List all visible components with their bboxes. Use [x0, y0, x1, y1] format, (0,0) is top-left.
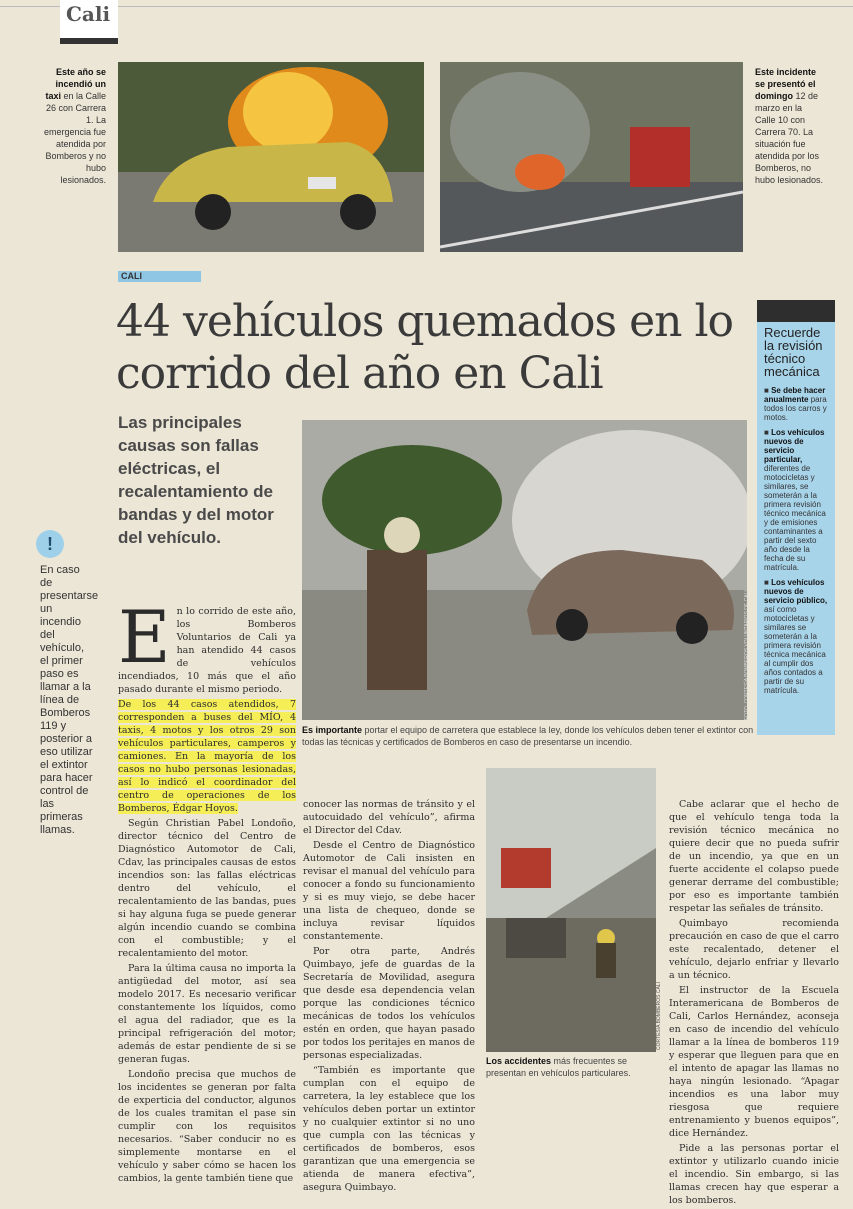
photo1-caption: Este año se incendió un taxi en la Calle 26 con Carrera 1. La emergencia fue atendida por Bomberos y no hubo lesionados.	[43, 67, 106, 185]
paragraph: Según Christian Pabel Londoño, director técnico del Centro de Diagnóstico Automotor de Cali, Cdav, las principales causas de estos incendios son: las fallas eléctricas dentro del vehículo, el recalentamiento de las bandas, pues si hay alguna fuga se puede generar algún incendio cuando se combina con el combustible; y el recalentamiento del motor.	[118, 818, 296, 959]
sidebar-item: ■ Se debe hacer anualmente para todos los carros y motos.	[764, 386, 827, 422]
kicker: CALI	[118, 271, 201, 282]
tip-box	[40, 530, 99, 837]
sidebar-title: Recuerde la revisión técnico mecánica	[764, 325, 823, 379]
deck: Las principales causas son fallas eléctricas, el recalentamiento de bandas y del motor del vehículo.	[118, 413, 274, 547]
section-label: Cali	[60, 0, 118, 44]
sidebar-item: ■ Los vehículos nuevos de servicio particular, diferentes de motocicletas y similares, se someterán a la primera revisión técnico mecánica y de emisiones contaminantes a partir del sexto año desde la fecha de su matrícula.	[764, 428, 826, 572]
lead-paragraph: n lo corrido de este año, los Bomberos Voluntarios de Cali ya han atendido 44 casos de vehículos incendiados, 10 más que el año pasado durante el mismo periodo.	[118, 606, 296, 695]
paragraph: “También es importante que cumplan con el equipo de carretera, la ley establece que los vehículos deben portar un extintor y no cualquier extintor si no uno que cumpla con las técnicas y certificados de bomberos, esos garantizan que una emergencia se atienda de manera efectiva”, asegura Quimbayo.	[303, 1065, 475, 1193]
paragraph: Desde el Centro de Diagnóstico Automotor de Cali insisten en revisar el manual del vehículo para conocer a fondo su funcionamiento y si es muy viejo, se debe hacer una lista de chequeo, donde se incluya revisar líquidos constantemente.	[303, 840, 475, 942]
paragraph: El instructor de la Escuela Interamericana de Bomberos de Cali, Carlos Hernández, aconseja en caso de incendio del vehículo llamar a la línea de bomberos 119 y esperar que lleguen para que en el intento de apagar las llamas no haya ningún lesionado. “Apagar incendios es una labor muy riesgosa que requiere entrenamiento y buenos equipos”, dice Hernández.	[669, 985, 839, 1139]
paragraph: Por otra parte, Andrés Quimbayo, jefe de guardas de la Secretaría de Movilidad, asegura que desde esa dependencia velan porque las condiciones técnico mecánicas de todos los vehículos estén en orden, que hayan pasado por todos los peritajes en manos de personas especializadas.	[303, 946, 475, 1061]
photo3-caption: Los accidentes más frecuentes se presentan en vehículos particulares.	[486, 1056, 631, 1078]
exclamation-icon: !	[36, 530, 64, 558]
drop-cap: E	[118, 595, 171, 679]
photo2-caption: Este incidente se presentó el domingo 12 de marzo en la Calle 10 con Carrera 70. La situación fue atendida por los Bomberos, no hubo lesionados.	[755, 67, 824, 185]
paragraph: Londoño precisa que muchos de los incidentes se generan por falta de experticia del conductor, algunos de los cuales tramitan el pase sin cumplir con los requisitos necesarios. “Saber conducir no es simplemente montarse en el vehículo y saber cómo se hacen los cambios, la gente también tiene que	[118, 1069, 296, 1184]
accident-fire-photo	[486, 768, 656, 1052]
main-photo-caption: Es importante portar el equipo de carretera que establece la ley, donde los vehículos deben tener el extintor con todas las técnicas y certificados de Bomberos en caso de presentarse un incendio.	[302, 725, 754, 747]
paragraph: Pide a las personas portar el extintor y utilizarlo cuando inicie el incendio. Sin embargo, si las llamas crecen hay que esperar a los bomberos.	[669, 1143, 839, 1206]
paragraph: Para la última causa no importa la antigüedad del motor, así sea modelo 2017. Es necesario verificar constantemente los líquidos, como el agua del radiador, que es la principal refrigeración del motor; además de estar pendiente de si se generan fugas.	[118, 963, 296, 1065]
top-rule	[0, 6, 853, 7]
main-photo-credit: FOTO: CORTESÍA BOMBEROS VOLUNTARIOS DE CALI	[744, 590, 750, 720]
sidebar-box	[757, 322, 835, 735]
paragraph: Cabe aclarar que el hecho de que el vehículo tenga toda la revisión técnico mecánica no quiere decir que no pueda sufrir de un incendio, ya que en un fuerte accidente el colapso puede generar derrame del combustible; por eso es importante también respetar las señales de tránsito.	[669, 799, 839, 914]
firefighter-photo	[302, 420, 747, 720]
paragraph: Quimbayo recomienda precaución en caso de que el carro este recalentado, detener el vehículo, dejarlo enfriar y llevarlo a un técnico.	[669, 918, 839, 981]
sidebar-header-bar	[757, 300, 835, 322]
highlighted-paragraph: De los 44 casos atendidos, 7 corresponden a buses del MÍO, 4 taxis, 4 motos y los otros 29 son vehículos particulares, camperos y camiones. En la mayoría de los casos no hubo personas lesionadas, así lo indicó el coordinador del centro de operaciones de los Bomberos, Édgar Hoyos.	[118, 699, 296, 814]
street-fire-photo	[440, 62, 743, 252]
article-column-3	[669, 798, 839, 1209]
article-column-1	[118, 595, 296, 1187]
tip-text: En caso de presentarse un incendio del vehículo, el primer paso es llamar a la línea de Bomberos 119 y posterior a eso utilizar el extintor para hacer control de las primeras llamas.	[40, 564, 99, 836]
article-column-2	[303, 798, 475, 1196]
sidebar-item: ■ Los vehículos nuevos de servicio público, así como motocicletas y similares se someterán a la primera revisión técnica mecánica al cumplir dos años contados a partir de su matrícula.	[764, 578, 828, 695]
headline: 44 vehículos quemados en lo corrido del año en Cali	[116, 296, 734, 399]
taxi-fire-photo	[118, 62, 424, 252]
paragraph: conocer las normas de tránsito y el autocuidado del vehículo”, afirma el Director del Cdav.	[303, 799, 475, 836]
photo3-credit: CORTESÍA BOMBEROS CALI	[656, 982, 662, 1050]
technical-review-sidebar	[757, 300, 835, 740]
